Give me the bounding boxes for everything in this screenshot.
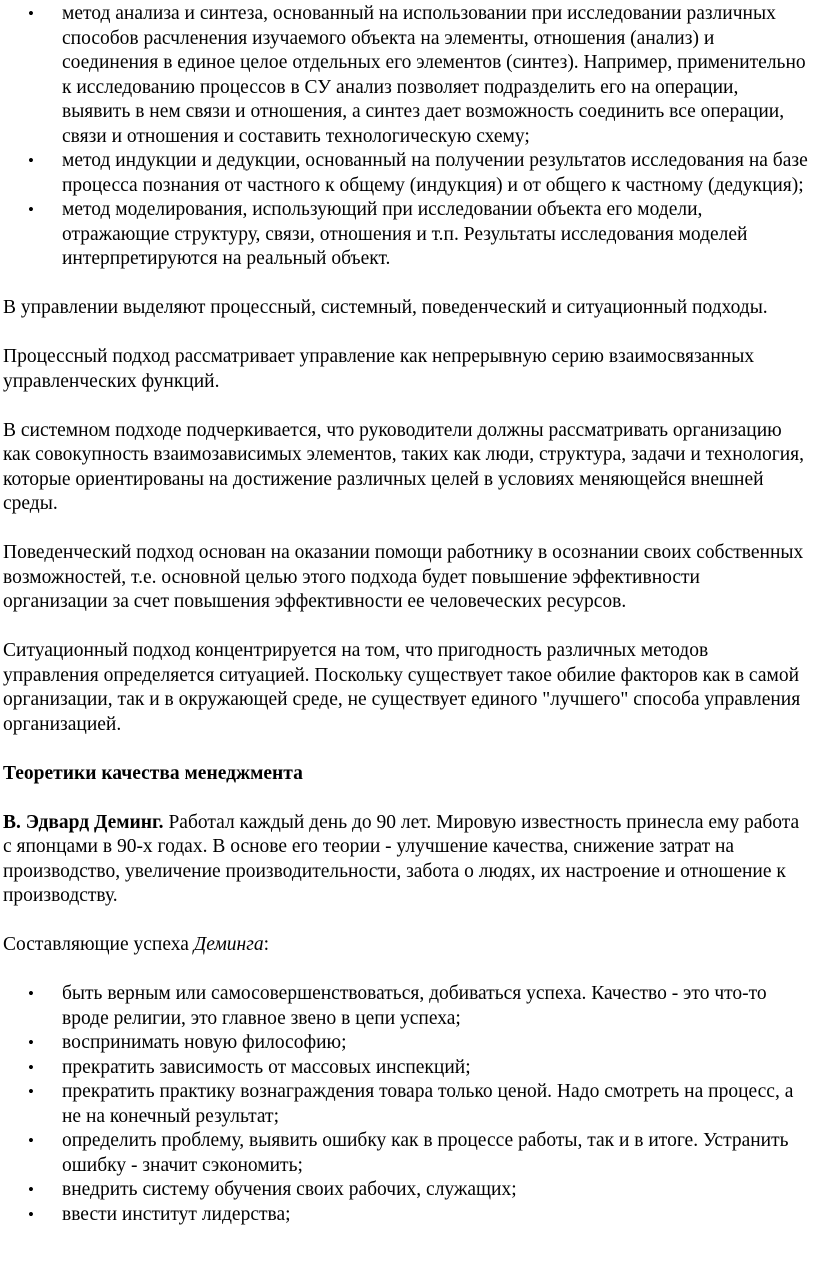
paragraph-behavioral-approach: Поведенческий подход основан на оказании помощи работнику в осознании своих собственных возможностей, т.е. основной целью этого подхода будет повышение эффективности организации за счет повышения эффективности ее человеческих ресурсов. — [3, 542, 804, 612]
list-item: • прекратить зависимость от массовых инспекций; — [3, 1056, 808, 1081]
components-prefix: Составляющие успеха — [3, 934, 194, 955]
list-item: • ввести институт лидерства; — [3, 1203, 808, 1228]
components-name: Деминга — [193, 934, 264, 955]
paragraph-approaches-intro: В управлении выделяют процессный, системный, поведенческий и ситуационный подходы. — [3, 297, 768, 318]
list-item: • метод анализа и синтеза, основанный на использовании при исследовании различных способов расчленения изучаемого объекта на элементы, отношения (анализ) и соединения в единое целое отдельных его элементов (синтез). Например, применительно к исследованию процессов в СУ анализ позволяет подразделить его на операции, выявить в нем связи и отношения, а синтез дает возможность соединить все операции, связи и отношения и составить технологическую схему; — [3, 2, 808, 149]
paragraph-components — [3, 933, 808, 958]
success-list — [3, 982, 808, 1227]
section-heading: Теоретики качества менеджмента — [3, 762, 303, 784]
deming-text: Работал каждый день до 90 лет. Мировую известность принесла ему работа с японцами в 90-х годах. В основе его теории - улучшение качества, снижение затрат на производство, увеличение производительности, забота о людях, их настроение и отношение к производству. — [3, 811, 800, 906]
list-item: • метод индукции и дедукции, основанный на получении результатов исследования на базе процесса познания от частного к общему (индукция) и от общего к частному (дедукция); — [3, 149, 808, 198]
methods-list — [3, 2, 808, 272]
list-item: • определить проблему, выявить ошибку как в процессе работы, так и в итоге. Устранить ошибку - значит сэкономить; — [3, 1129, 808, 1178]
paragraph-deming — [3, 811, 808, 909]
paragraph-situational-approach: Ситуационный подход концентрируется на том, что пригодность различных методов управления определяется ситуацией. Поскольку существует такое обилие факторов как в самой организации, так и в окружающей среде, не существует единого "лучшего" способа управления организацией. — [3, 640, 801, 735]
list-item: • воспринимать новую философию; — [3, 1031, 808, 1056]
paragraph-process-approach: Процессный подход рассматривает управление как непрерывную серию взаимосвязанных управленческих функций. — [3, 346, 755, 392]
list-item: • быть верным или самосовершенствоваться, добиваться успеха. Качество - это что-то вроде религии, это главное звено в цепи успеха; — [3, 982, 808, 1031]
list-item: • прекратить практику вознаграждения товара только ценой. Надо смотреть на процесс, а не на конечный результат; — [3, 1080, 808, 1129]
deming-name: В. Эдвард Деминг. — [3, 811, 164, 833]
list-item: • внедрить систему обучения своих рабочих, служащих; — [3, 1178, 808, 1203]
list-item: • метод моделирования, использующий при исследовании объекта его модели, отражающие структуру, связи, отношения и т.п. Результаты исследования моделей интерпретируются на реальный объект. — [3, 198, 808, 272]
components-suffix: : — [263, 934, 270, 955]
paragraph-system-approach: В системном подходе подчеркивается, что руководители должны рассматривать организацию как совокупность взаимозависимых элементов, таких как люди, структура, задачи и технология, которые ориентированы на достижение различных целей в условиях меняющейся внешней среды. — [3, 419, 804, 514]
